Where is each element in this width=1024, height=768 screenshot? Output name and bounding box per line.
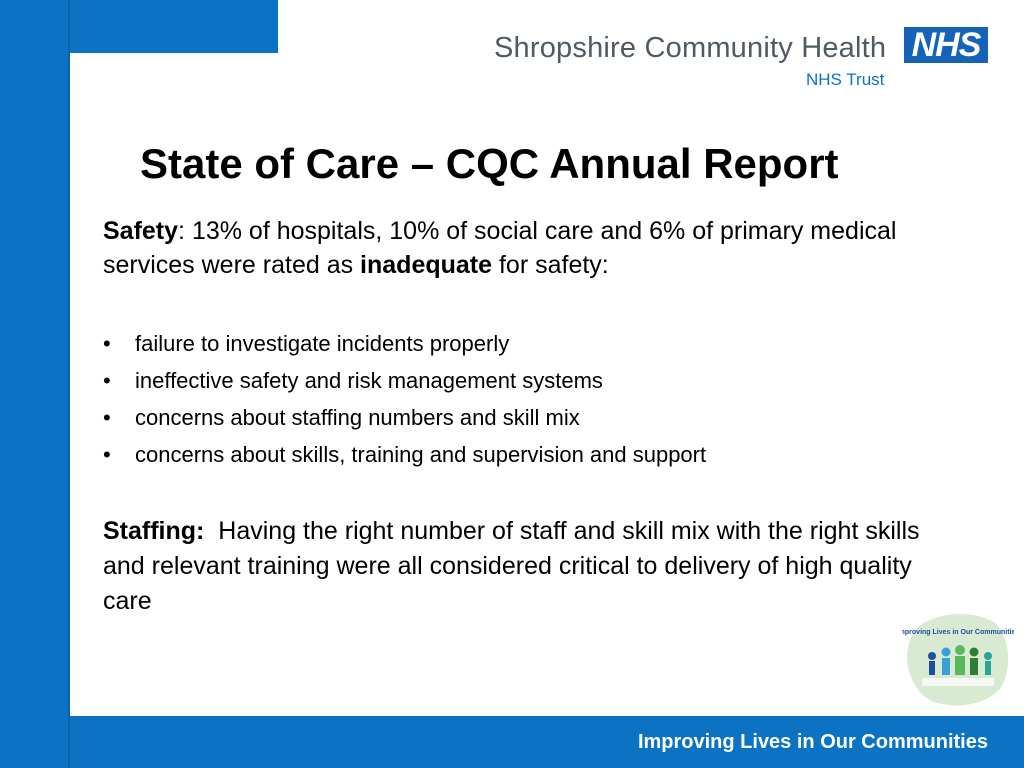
list-item-text: ineffective safety and risk management systems xyxy=(135,368,603,393)
community-badge-logo xyxy=(902,606,1014,710)
safety-label: Safety xyxy=(103,217,179,245)
community-badge-icon xyxy=(902,606,1014,710)
list-item xyxy=(103,401,923,438)
list-item-text: concerns about skills, training and supervision and support xyxy=(135,442,707,467)
safety-emphasis: inadequate xyxy=(360,251,493,279)
staffing-text: Having the right number of staff and skill mix with the right skills and relevant training were all considered critical to delivery of high quality care xyxy=(103,517,920,615)
safety-bullet-list xyxy=(103,327,923,475)
nhs-logo: NHS xyxy=(904,27,988,63)
list-item xyxy=(103,327,923,364)
list-item xyxy=(103,364,923,401)
bullet-icon: • xyxy=(103,442,111,467)
list-item-text: failure to investigate incidents properly xyxy=(135,331,510,356)
bullet-icon: • xyxy=(103,331,111,356)
safety-paragraph xyxy=(103,214,923,282)
staffing-paragraph xyxy=(103,514,923,619)
left-sidebar-bar xyxy=(0,0,68,768)
safety-text-part2: for safety: xyxy=(492,251,609,279)
badge-arc-text: Improving Lives in Our Communities xyxy=(902,629,1014,636)
left-sidebar-divider xyxy=(68,0,70,768)
bullet-icon: • xyxy=(103,405,111,430)
staffing-label: Staffing: xyxy=(103,517,205,545)
organisation-subtitle: NHS Trust xyxy=(806,70,885,89)
top-accent-block xyxy=(70,0,278,53)
footer-text: Improving Lives in Our Communities xyxy=(637,731,988,753)
bullet-icon: • xyxy=(103,368,111,393)
safety-text-part1: : 13% of hospitals, 10% of social care and 6% of primary medical services were rated as xyxy=(103,217,897,279)
organisation-name: Shropshire Community Health xyxy=(494,32,887,64)
list-item-text: concerns about staffing numbers and skill mix xyxy=(135,405,580,430)
list-item xyxy=(103,438,923,475)
slide-title: State of Care – CQC Annual Report xyxy=(140,140,839,187)
